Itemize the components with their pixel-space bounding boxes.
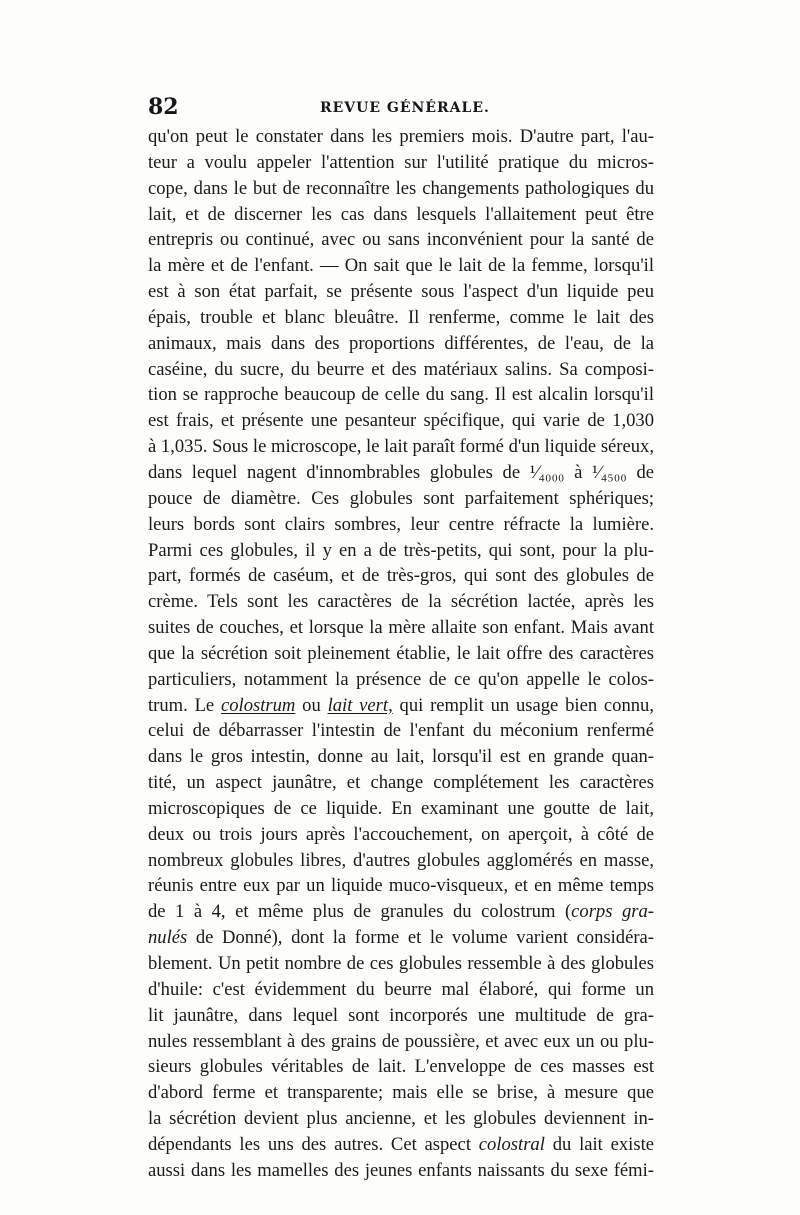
text-segment: particuliers, notamment la présence de ce qu'on appelle le colos- bbox=[148, 668, 654, 690]
text-line bbox=[148, 279, 654, 305]
text-line bbox=[148, 822, 654, 848]
text-line bbox=[148, 1029, 654, 1055]
text-segment: sieurs globules véritables de lait. L'enveloppe de ces masses est bbox=[148, 1056, 654, 1078]
text-line bbox=[148, 1132, 654, 1158]
text-segment: à 1,035. Sous le microscope, le lait paraît formé d'un liquide séreux, bbox=[148, 436, 654, 458]
text-line bbox=[148, 563, 654, 589]
text-line bbox=[148, 589, 654, 615]
text-line bbox=[148, 925, 654, 951]
text-segment: d'abord ferme et transparente; mais elle se brise, à mesure que bbox=[148, 1082, 654, 1104]
emphasized-text: colostrum bbox=[220, 694, 296, 716]
text-line bbox=[148, 693, 654, 719]
text-line bbox=[148, 1054, 654, 1080]
text-line bbox=[148, 305, 654, 331]
text-line bbox=[148, 873, 654, 899]
text-segment: caséine, du sucre, du beurre et des matériaux salins. Sa composi- bbox=[148, 358, 654, 380]
text-segment: leurs bords sont clairs sombres, leur centre réfracte la lumière. bbox=[148, 513, 654, 535]
text-segment: teur a voulu appeler l'attention sur l'utilité pratique du micros- bbox=[148, 151, 654, 173]
text-line bbox=[148, 1106, 654, 1132]
text-segment: lait, et de discerner les cas dans lesquels l'allaitement peut être bbox=[148, 203, 654, 225]
text-segment: la sécrétion devient plus ancienne, et les globules deviennent in- bbox=[148, 1108, 654, 1130]
text-line bbox=[148, 538, 654, 564]
text-line bbox=[148, 202, 654, 228]
text-segment: blement. Un petit nombre de ces globules ressemble à des globules bbox=[148, 953, 654, 974]
text-segment: Parmi ces globules, il y en a de très-petits, qui sont, pour la plu- bbox=[148, 539, 654, 561]
text-line bbox=[148, 434, 654, 460]
running-head: REVUE GÉNÉRALE. bbox=[320, 100, 490, 116]
text-line bbox=[148, 1080, 654, 1106]
text-line bbox=[148, 718, 654, 744]
text-segment: dans lequel nagent d'innombrables globules de ¹⁄₄₀₀₀ à ¹⁄₄₅₀₀ de bbox=[148, 461, 654, 483]
text-line bbox=[148, 899, 654, 925]
text-segment: pouce de diamètre. Ces globules sont parfaitement sphériques; bbox=[148, 487, 654, 509]
text-segment: de Donné), dont la forme et le volume varient considéra- bbox=[187, 927, 654, 949]
text-line bbox=[148, 124, 654, 150]
text-line bbox=[148, 1003, 654, 1029]
text-segment: cope, dans le but de reconnaître les changements pathologiques du bbox=[148, 177, 654, 199]
text-segment: part, formés de caséum, et de très-gros, qui sont des globules de bbox=[148, 565, 654, 587]
text-segment: nules ressemblant à des grains de poussière, et avec eux un ou plu- bbox=[148, 1030, 654, 1052]
text-line bbox=[148, 253, 654, 279]
text-segment: suites de couches, et lorsque la mère allaite son enfant. Mais avant bbox=[148, 617, 654, 639]
text-segment: du lait existe bbox=[544, 1133, 654, 1155]
text-line bbox=[148, 176, 654, 202]
text-line bbox=[148, 357, 654, 383]
text-line bbox=[148, 382, 654, 408]
text-line bbox=[148, 615, 654, 641]
text-segment: est frais, et présente une pesanteur spécifique, qui varie de 1,030 bbox=[148, 410, 654, 432]
text-line bbox=[148, 460, 654, 486]
text-line bbox=[148, 331, 654, 357]
text-segment: nombreux globules libres, d'autres globules agglomérés en masse, bbox=[148, 849, 654, 871]
text-line bbox=[148, 848, 654, 874]
text-line bbox=[148, 641, 654, 667]
text-line bbox=[148, 227, 654, 253]
text-segment: deux ou trois jours après l'accouchement, on aperçoit, à côté de bbox=[148, 823, 654, 845]
text-segment: crème. Tels sont les caractères de la sécrétion lactée, après les bbox=[148, 591, 654, 613]
text-segment: réunis entre eux par un liquide muco-visqueux, et en même temps bbox=[148, 875, 654, 897]
text-line bbox=[148, 667, 654, 693]
text-line bbox=[148, 408, 654, 434]
text-line bbox=[148, 770, 654, 796]
page-number: 82 bbox=[148, 94, 179, 120]
text-segment: de 1 à 4, et même plus de granules du colostrum ( bbox=[148, 901, 572, 923]
text-line bbox=[148, 951, 654, 977]
page-header bbox=[148, 94, 654, 122]
text-segment: trum. Le bbox=[148, 694, 221, 716]
text-segment: la mère et de l'enfant. — On sait que le lait de la femme, lorsqu'il bbox=[148, 255, 654, 277]
text-segment: est à son état parfait, se présente sous l'aspect d'un liquide peu bbox=[148, 281, 654, 303]
text-segment: tion se rapproche beaucoup de celle du sang. Il est alcalin lorsqu'il bbox=[148, 384, 654, 406]
text-segment: microscopiques de ce liquide. En examinant une goutte de lait, bbox=[148, 797, 654, 819]
text-segment: aussi dans les mamelles des jeunes enfants naissants du sexe fémi- bbox=[148, 1159, 654, 1181]
emphasized-text: nulés bbox=[148, 927, 188, 949]
emphasized-text: colostral bbox=[478, 1133, 545, 1155]
text-line bbox=[148, 512, 654, 538]
body-text bbox=[148, 124, 654, 1184]
text-line bbox=[148, 486, 654, 512]
text-segment: entrepris ou continué, avec ou sans inconvénient pour la santé de bbox=[148, 229, 654, 251]
emphasized-text: corps gra- bbox=[571, 901, 654, 923]
text-segment: qu'on peut le constater dans les premiers mois. D'autre part, l'au- bbox=[148, 126, 654, 147]
text-segment: qui remplit un usage bien connu, bbox=[392, 694, 654, 716]
text-segment: dépendants les uns des autres. Cet aspect bbox=[148, 1133, 479, 1155]
text-segment: animaux, mais dans des proportions différentes, de l'eau, de la bbox=[148, 332, 654, 354]
emphasized-text: lait vert, bbox=[327, 694, 393, 716]
text-line bbox=[148, 796, 654, 822]
text-segment: dans le gros intestin, donne au lait, lorsqu'il est en grande quan- bbox=[148, 746, 654, 768]
text-line bbox=[148, 1158, 654, 1184]
text-segment: celui de débarrasser l'intestin de l'enfant du méconium renfermé bbox=[148, 720, 654, 742]
text-segment: lit jaunâtre, dans lequel sont incorporés une multitude de gra- bbox=[148, 1004, 654, 1026]
text-segment: ou bbox=[295, 694, 328, 716]
text-segment: épais, trouble et blanc bleuâtre. Il renferme, comme le lait des bbox=[148, 306, 654, 328]
text-segment: que la sécrétion soit pleinement établie, le lait offre des caractères bbox=[148, 642, 654, 664]
text-segment: d'huile: c'est évidemment du beurre mal élaboré, qui forme un bbox=[148, 978, 654, 1000]
text-line bbox=[148, 150, 654, 176]
text-segment: tité, un aspect jaunâtre, et change complétement les caractères bbox=[148, 772, 654, 794]
text-line bbox=[148, 744, 654, 770]
text-line bbox=[148, 977, 654, 1003]
